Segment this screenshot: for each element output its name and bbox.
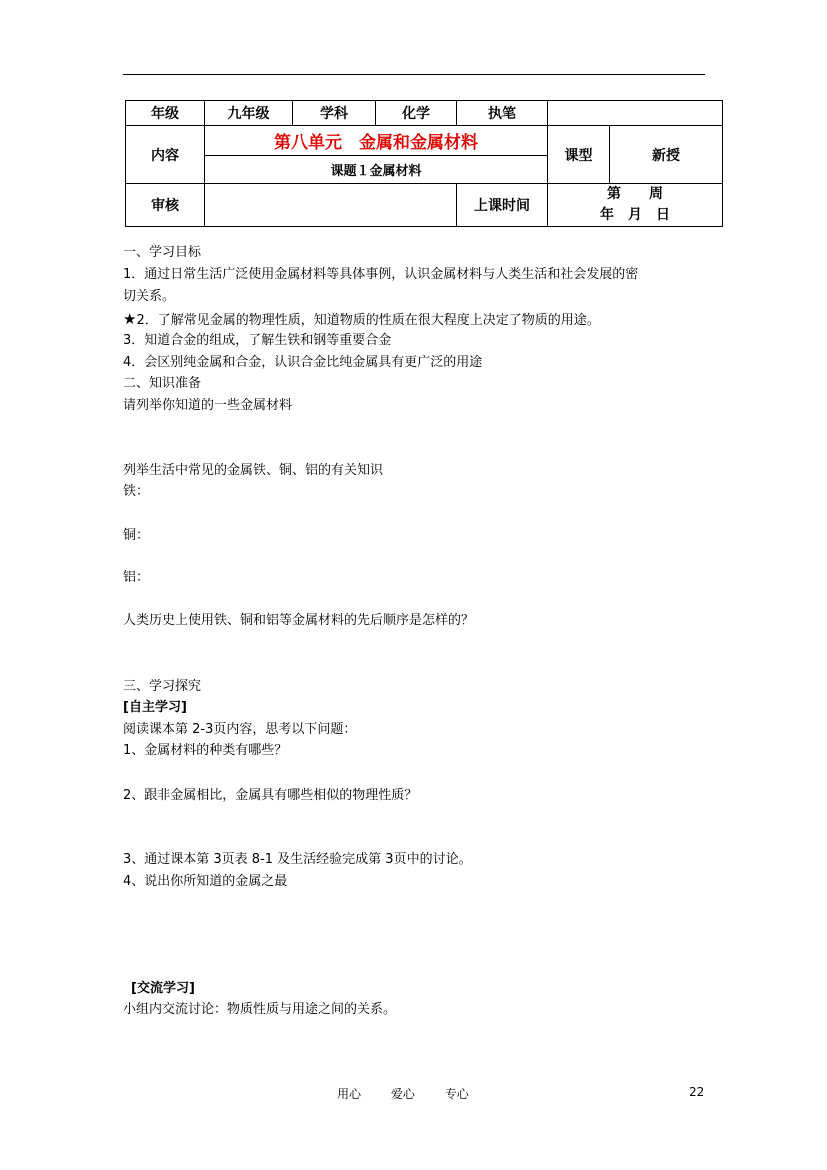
type-label: 课型 [548, 126, 610, 184]
class-time-label: 上课时间 [457, 184, 548, 227]
star-icon: ★ [123, 310, 137, 328]
content-label: 内容 [126, 126, 205, 184]
question-4: 4、说出你所知道的金属之最 [123, 874, 288, 889]
lesson-title: 课题１金属材料 [205, 156, 548, 184]
lesson-info-table [125, 100, 723, 227]
footer-word-2: 爱心 [390, 1087, 415, 1101]
goal-1-line-1: 1．通过日常生活广泛使用金属材料等具体事例，认识金属材料与人类生活和社会发展的密 [123, 267, 639, 282]
prep-question-2: 列举生活中常见的金属铁、铜、铝的有关知识 [123, 463, 384, 478]
footer-word-3: 专心 [444, 1087, 469, 1101]
subject-value: 化学 [376, 101, 457, 126]
writer-label: 执笔 [457, 101, 548, 126]
grade-label: 年级 [126, 101, 205, 126]
writer-value [548, 101, 723, 126]
grade-value: 九年级 [205, 101, 293, 126]
history-question: 人类历史上使用铁、铜和铝等金属材料的先后顺序是怎样的？ [123, 613, 475, 628]
goal-4: 4．会区别纯金属和合金，认识合金比纯金属具有更广泛的用途 [123, 355, 483, 370]
week-text: 第 周 [607, 186, 663, 202]
section-explore-title: 三、学习探究 [123, 679, 202, 694]
type-value: 新授 [610, 126, 723, 184]
goal-3: 3．知道合金的组成，了解生铁和钢等重要合金 [123, 333, 392, 348]
goal-1-line-2: 切关系。 [123, 289, 176, 304]
section-goals-title: 一、学习目标 [123, 245, 202, 260]
review-value [205, 184, 457, 227]
goal-2-text: 2．了解常见金属的物理性质，知道物质的性质在很大程度上决定了物质的用途。 [136, 313, 600, 328]
discussion-prompt: 小组内交流讨论：物质性质与用途之间的关系。 [123, 1002, 397, 1017]
exchange-heading: [交流学习] [131, 981, 195, 996]
reading-instruction: 阅读课本第 2-3页内容，思考以下问题： [123, 722, 357, 737]
question-2: 2、跟非金属相比，金属具有哪些相似的物理性质？ [123, 788, 418, 803]
date-text: 年 月 日 [600, 207, 670, 223]
aluminum-label: 铝： [123, 570, 150, 585]
footer-word-1: 用心 [337, 1087, 362, 1101]
self-study-heading: [自主学习] [123, 700, 187, 715]
class-time-value [548, 184, 723, 227]
footer-motto [337, 1085, 495, 1102]
question-3: 3、通过课本第 3页表 8-1 及生活经验完成第 3页中的讨论。 [123, 852, 472, 867]
goal-2 [123, 309, 600, 331]
section-prep-title: 二、知识准备 [123, 376, 202, 391]
review-label: 审核 [126, 184, 205, 227]
page-number: 22 [689, 1085, 705, 1099]
subject-label: 学科 [293, 101, 376, 126]
unit-title: 第八单元 金属和金属材料 [205, 126, 548, 156]
copper-label: 铜： [123, 528, 150, 543]
question-1: 1、金属材料的种类有哪些？ [123, 743, 288, 758]
prep-question-1: 请列举你知道的一些金属材料 [123, 398, 293, 413]
header-rule [123, 74, 705, 75]
iron-label: 铁： [123, 484, 150, 499]
